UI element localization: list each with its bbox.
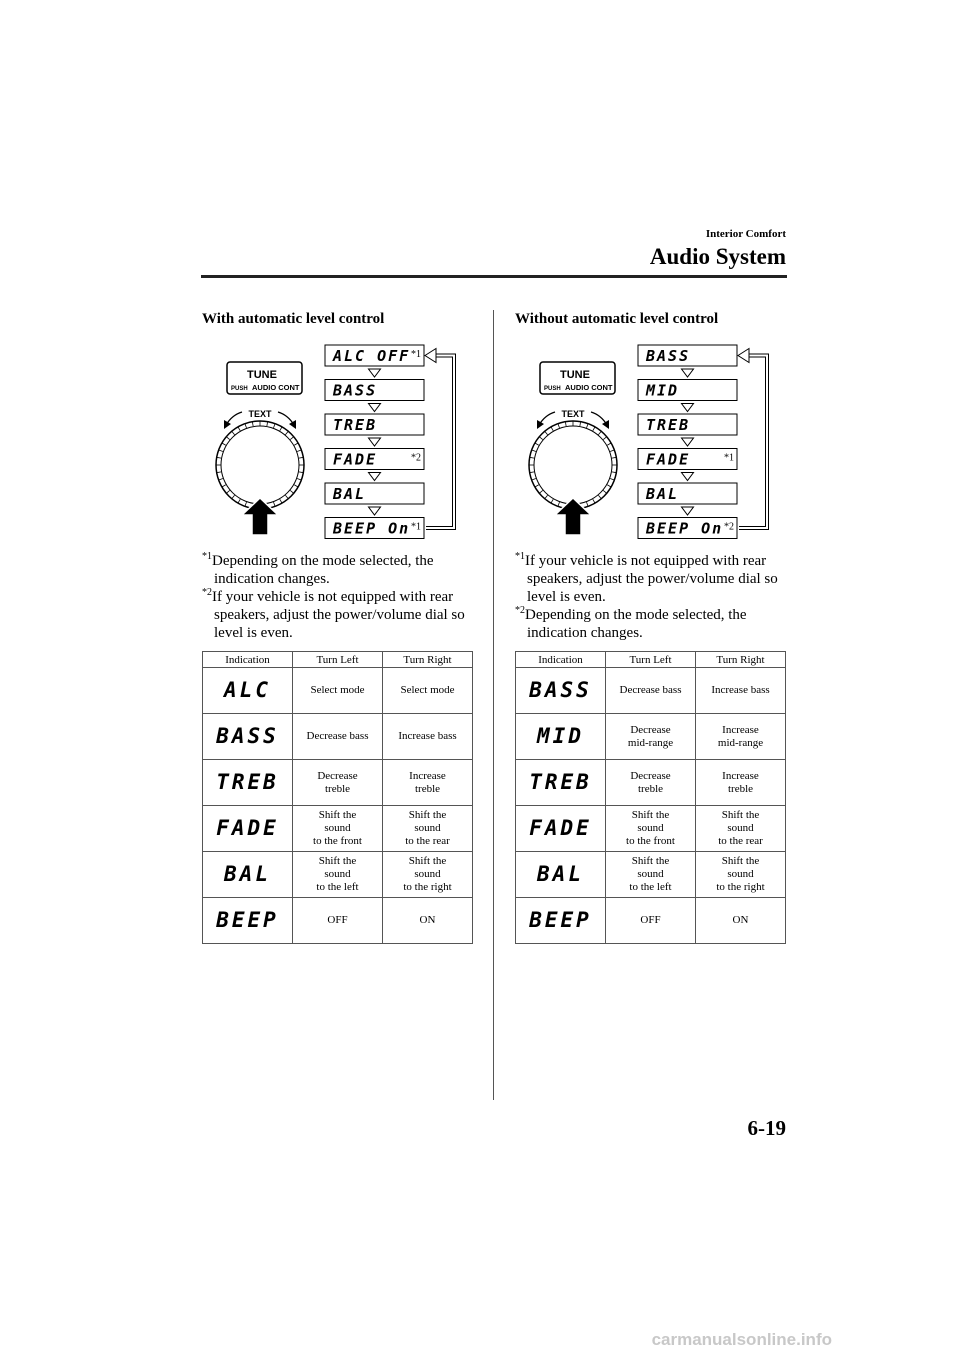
indication-cell: TREB	[203, 760, 293, 806]
cycle-lcd-text: MID	[646, 381, 680, 400]
left-heading: With automatic level control	[202, 311, 385, 327]
tune-label: TUNE	[247, 369, 277, 381]
turn-right-cell: Increase bass	[696, 668, 786, 714]
table-header: Turn Left	[606, 652, 696, 668]
table-row	[516, 898, 786, 944]
cycle-display-2	[325, 380, 424, 401]
cycle-display-3	[325, 414, 424, 435]
down-arrow-icon	[369, 404, 381, 412]
down-arrow-icon	[682, 369, 694, 377]
cycle-lcd-text: BASS	[333, 381, 378, 400]
turn-left-cell: Decrease treble	[293, 760, 383, 806]
column-divider	[493, 310, 494, 1100]
footnote	[202, 552, 477, 588]
table-row	[203, 806, 473, 852]
down-arrow-icon	[682, 404, 694, 412]
turn-right-cell: Increase bass	[383, 714, 473, 760]
footnote	[515, 552, 790, 606]
turn-left-cell: Decrease mid-range	[606, 714, 696, 760]
page-title: Audio System	[649, 244, 786, 269]
turn-right-cell: Increase treble	[696, 760, 786, 806]
turn-right-cell: Shift the sound to the rear	[696, 806, 786, 852]
turn-left-cell: Decrease treble	[606, 760, 696, 806]
turn-right-cell: Shift the sound to the rear	[383, 806, 473, 852]
turn-left-cell: Shift the sound to the left	[293, 852, 383, 898]
cycle-display-1	[638, 345, 737, 366]
cycle-display-2	[638, 380, 737, 401]
tune-button	[227, 362, 302, 394]
cycle-display-4	[638, 449, 737, 470]
cycle-lcd-text: BAL	[333, 485, 367, 503]
indication-cell: BEEP	[203, 898, 293, 944]
indication-cell: TREB	[516, 760, 606, 806]
down-arrow-icon	[682, 438, 694, 446]
cycle-footnote-mark: *2	[411, 452, 421, 464]
right-indication-table	[515, 651, 786, 944]
cycle-display-5	[638, 483, 737, 504]
turn-left-cell: OFF	[293, 898, 383, 944]
footnote-mark: *1	[202, 551, 212, 562]
cycle-lcd-text: ALC OFF	[333, 347, 411, 365]
right-control-diagram	[515, 340, 785, 540]
cycle-lcd-text: TREB	[646, 416, 691, 434]
table-row	[203, 760, 473, 806]
cycle-footnote-mark: *1	[724, 452, 734, 464]
turn-right-cell: Shift the sound to the right	[383, 852, 473, 898]
table-header: Indication	[516, 652, 606, 668]
turn-left-cell: Decrease bass	[606, 668, 696, 714]
footnote-text: If your vehicle is not equipped with rear speakers, adjust the power/volume dial so level is even.	[212, 589, 465, 641]
cycle-lcd-text: BEEP On	[333, 519, 411, 538]
indication-cell: BASS	[516, 668, 606, 714]
cycle-display-5	[325, 483, 424, 504]
cycle-lcd-text: BASS	[646, 347, 691, 365]
cycle-display-1	[325, 345, 424, 366]
turn-right-cell: ON	[383, 898, 473, 944]
down-arrow-icon	[682, 507, 694, 515]
down-arrow-icon	[369, 438, 381, 446]
turn-right-cell: Increase mid-range	[696, 714, 786, 760]
table-row	[516, 668, 786, 714]
table-row	[516, 760, 786, 806]
return-loop-arrow	[426, 356, 454, 529]
turn-right-cell: Shift the sound to the right	[696, 852, 786, 898]
indication-cell: BEEP	[516, 898, 606, 944]
cycle-footnote-mark: *1	[411, 349, 421, 360]
turn-right-cell: Increase treble	[383, 760, 473, 806]
left-footnotes	[202, 552, 477, 642]
text-label: TEXT	[248, 409, 272, 419]
footnote	[515, 606, 790, 642]
turn-left-cell: Shift the sound to the front	[293, 806, 383, 852]
table-row	[516, 852, 786, 898]
footnote-text: Depending on the mode selected, the indication changes.	[525, 607, 747, 641]
footnote-mark: *2	[202, 587, 212, 598]
tune-label: TUNE	[560, 369, 590, 381]
indication-cell: FADE	[203, 806, 293, 852]
audio-cont-label: AUDIO CONT	[565, 383, 613, 392]
page-number: 6-19	[747, 1116, 786, 1140]
table-header: Turn Right	[383, 652, 473, 668]
power-volume-knob	[216, 421, 304, 509]
section-label: Interior Comfort	[705, 228, 786, 240]
down-arrow-icon	[369, 473, 381, 481]
audio-cont-label: AUDIO CONT	[252, 383, 300, 392]
text-label: TEXT	[561, 409, 585, 419]
cycle-footnote-mark: *2	[724, 521, 734, 533]
table-header: Turn Right	[696, 652, 786, 668]
footnote-mark: *2	[515, 605, 525, 616]
table-row	[203, 668, 473, 714]
turn-left-cell: Shift the sound to the front	[606, 806, 696, 852]
watermark: carmanualsonline.info	[651, 1330, 832, 1349]
footnote	[202, 588, 477, 642]
down-arrow-icon	[369, 369, 381, 377]
cycle-display-6	[638, 518, 737, 539]
table-header: Indication	[203, 652, 293, 668]
push-label: PUSH	[231, 386, 248, 392]
cycle-display-4	[325, 449, 424, 470]
indication-cell: BASS	[203, 714, 293, 760]
table-header: Turn Left	[293, 652, 383, 668]
turn-right-cell: ON	[696, 898, 786, 944]
table-row	[203, 898, 473, 944]
indication-cell: FADE	[516, 806, 606, 852]
left-control-diagram	[202, 340, 472, 540]
indication-cell: BAL	[203, 852, 293, 898]
footnote-text: If your vehicle is not equipped with rear speakers, adjust the power/volume dial so level is even.	[525, 553, 778, 605]
indication-cell: ALC	[203, 668, 293, 714]
indication-cell: MID	[516, 714, 606, 760]
turn-right-cell: Select mode	[383, 668, 473, 714]
footnote-text: Depending on the mode selected, the indication changes.	[212, 553, 434, 587]
down-arrow-icon	[682, 473, 694, 481]
return-loop-arrow	[739, 356, 767, 529]
table-row	[203, 714, 473, 760]
cycle-display-6	[325, 518, 424, 539]
down-arrow-icon	[369, 507, 381, 515]
table-row	[516, 714, 786, 760]
left-indication-table	[202, 651, 473, 944]
turn-left-cell: Decrease bass	[293, 714, 383, 760]
cycle-lcd-text: FADE	[333, 450, 378, 469]
cycle-footnote-mark: *1	[411, 521, 421, 533]
cycle-lcd-text: BEEP On	[646, 519, 724, 538]
right-heading: Without automatic level control	[515, 311, 719, 327]
footnote-mark: *1	[515, 551, 525, 562]
tune-button	[540, 362, 615, 394]
push-label: PUSH	[544, 386, 561, 392]
turn-left-cell: Select mode	[293, 668, 383, 714]
loop-arrowhead-icon	[425, 349, 436, 363]
power-volume-knob	[529, 421, 617, 509]
table-row	[516, 806, 786, 852]
turn-left-cell: Shift the sound to the left	[606, 852, 696, 898]
cycle-lcd-text: TREB	[333, 416, 378, 434]
cycle-lcd-text: FADE	[646, 450, 691, 469]
cycle-display-3	[638, 414, 737, 435]
loop-arrowhead-icon	[738, 349, 749, 363]
header-rule	[201, 275, 787, 278]
cycle-lcd-text: BAL	[646, 485, 680, 503]
turn-left-cell: OFF	[606, 898, 696, 944]
indication-cell: BAL	[516, 852, 606, 898]
table-row	[203, 852, 473, 898]
right-footnotes	[515, 552, 790, 642]
